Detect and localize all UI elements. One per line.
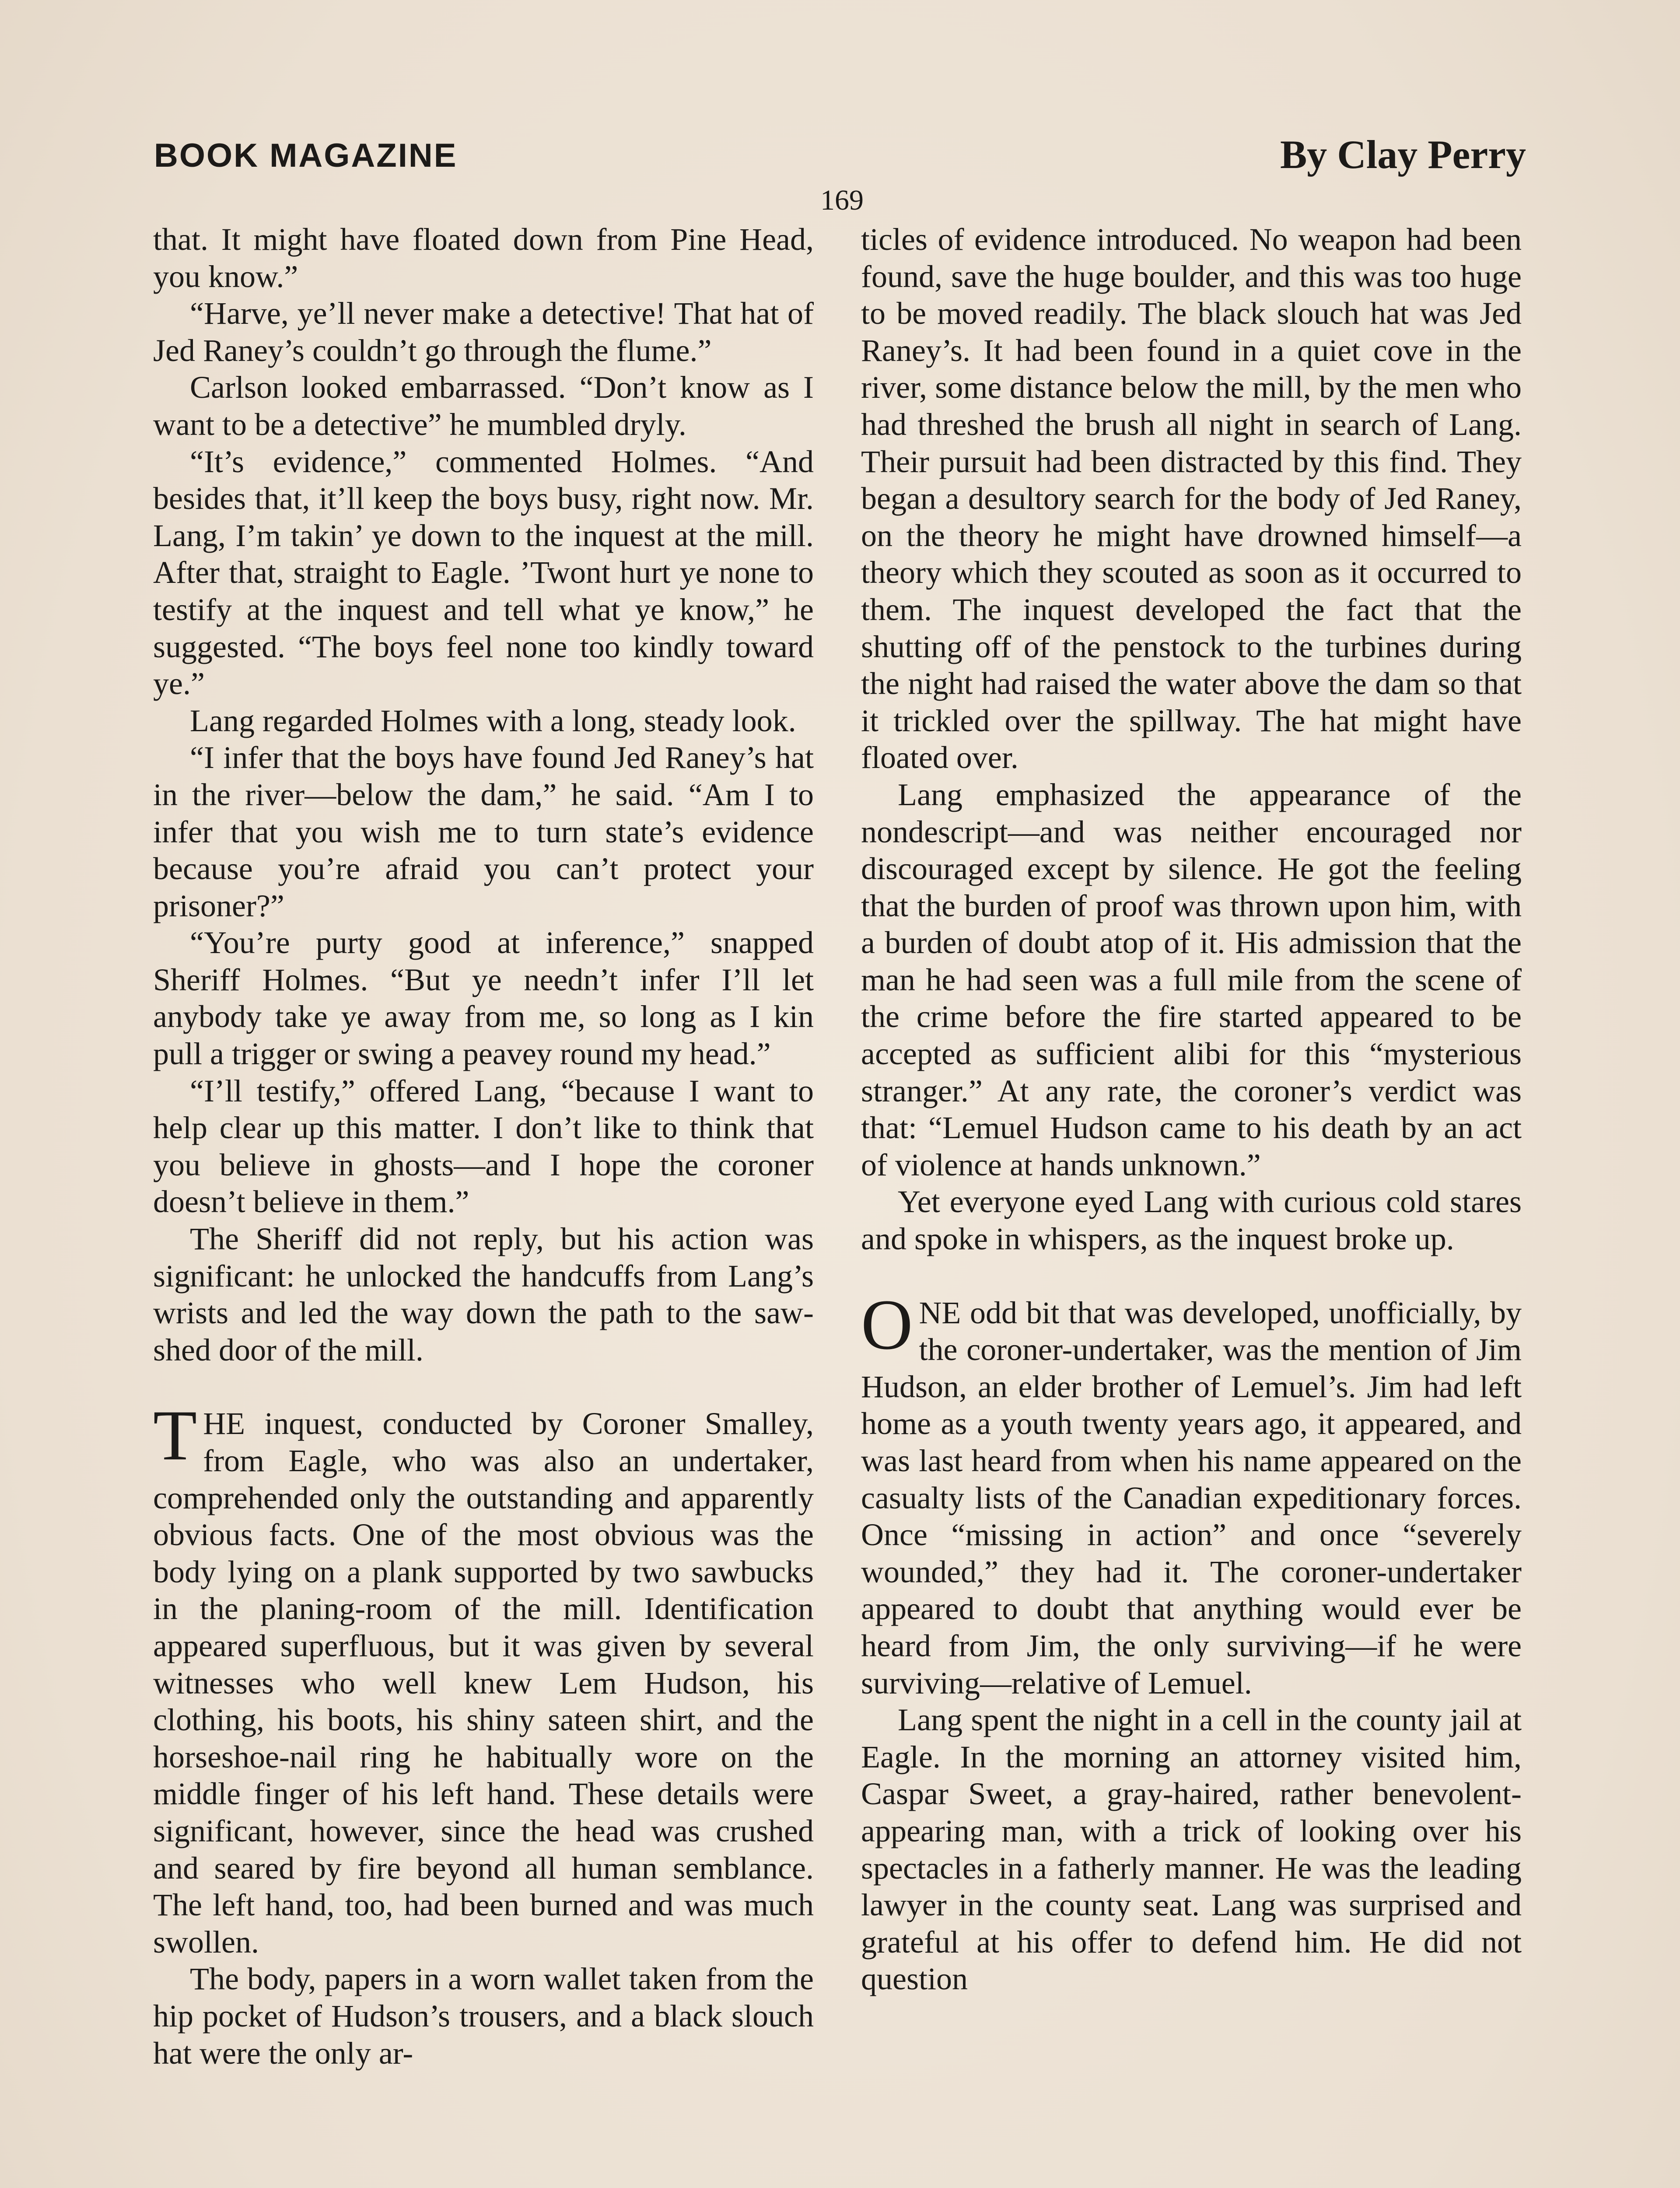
page-number: 169 [820,184,864,216]
drop-cap: O [861,1285,913,1364]
author-byline: By Clay Perry [1280,132,1526,177]
paragraph: Lang emphasized the appearance of the nondescript—and was neither encouraged nor discouraged except by silence. He got the feeling that the burden of proof was thrown upon him, with a burden of doubt atop of it. His admission that the man he had seen was a full mile from the scene of the crime before the fire started appeared to be accepted as sufficient alibi for this “mysterious stranger.” At any rate, the coroner’s verdict was that: “Lemuel Hudson came to his death by an act of violence at hands unknown.” [861,777,1522,1182]
section-text: HE inquest, conducted by Coroner Smalley, from Eagle, who was also an undertaker, comprehended only the outstanding and apparently obvious facts. One of the most obvious was the body lying on a plank supported by two sawbucks in the planing-room of the mill. Identification appeared superfluous, but it was given by several witnesses who well knew Lem Hudson, his clothing, his boots, his shiny sateen shirt, and the horseshoe-nail ring he habitually wore on the middle finger of his left hand. These details were significant, however, since the head was crushed and seared by fire beyond all human semblance. The left hand, too, had been burned and was much swollen. [153,1406,814,1960]
section-paragraph [153,1396,814,1960]
paragraph: “You’re purty good at inference,” snapped Sheriff Holmes. “But ye needn’t infer I’ll let anybody take ye away from me, so long as I kin pull a trigger or swing a peavey round my head.” [153,925,814,1072]
section-paragraph [861,1285,1522,1702]
paragraph: The Sheriff did not reply, but his action was significant: he unlocked the handcuffs from Lang’s wrists and led the way down the path to the saw-shed door of the mill. [153,1221,814,1368]
paragraph: “It’s evidence,” commented Holmes. “And besides that, it’ll keep the boys busy, right now. Mr. Lang, I’m takin’ ye down to the inquest at the mill. After that, straight to Eagle. ’Twont hurt ye none to testify at the inquest and tell what ye know,” he suggested. “The boys feel none too kindly toward ye.” [153,444,814,701]
paragraph: Lang spent the night in a cell in the county jail at Eagle. In the morning an attorney visited him, Caspar Sweet, a gray-haired, rather benevolent-appearing man, with a trick of looking over his spectacles in a fatherly manner. He was the leading lawyer in the county seat. Lang was surprised and grateful at his offer to defend him. He did not question [861,1702,1522,1997]
section-text: NE odd bit that was developed, unofficially, by the coroner-undertaker, was the mention of Jim Hudson, an elder brother of Lemuel’s. Jim had left home as a youth twenty years ago, it appeared, and was last heard from when his name appeared on the casualty lists of the Canadian expeditionary forces. Once “missing in action” and once “severely wounded,” they had it. The coroner-undertaker appeared to doubt that anything would ever be heard from Jim, the only surviving—if he were surviving—relative of Lemuel. [861,1295,1522,1701]
magazine-title: BOOK MAGAZINE [154,137,458,174]
paragraph: The body, papers in a worn wallet taken from the hip pocket of Hudson’s trousers, and a black slouch hat were the only ar- [153,1961,814,2071]
paragraph: Yet everyone eyed Lang with curious cold stares and spoke in whispers, as the inquest broke up. [861,1184,1522,1257]
paragraph: Lang regarded Holmes with a long, steady look. [190,703,796,738]
right-column [861,221,1522,1998]
paragraph: ticles of evidence introduced. No weapon had been found, save the huge boulder, and this was too huge to be moved readily. The black slouch hat was Jed Raney’s. It had been found in a quiet cove in the river, some distance below the mill, by the men who had threshed the brush all night in search of Lang. Their pursuit had been distracted by this find. They began a desultory search for the body of Jed Raney, on the theory he might have drowned himself—a theory which they scouted as soon as it occurred to them. The inquest developed the fact that the shutting off of the penstock to the turbines during the night had raised the water above the dam so that it trickled over the spillway. The hat might have floated over. [861,222,1522,775]
drop-cap: T [153,1396,197,1476]
paragraph: “I’ll testify,” offered Lang, “because I want to help clear up this matter. I don’t like to think that you believe in ghosts—and I hope the coroner doesn’t believe in them.” [153,1073,814,1220]
paragraph: “Harve, ye’ll never make a detective! That hat of Jed Raney’s couldn’t go through the flume.” [153,296,814,368]
left-column [153,221,814,2072]
paragraph: that. It might have floated down from Pine Head, you know.” [153,222,814,294]
paragraph: “I infer that the boys have found Jed Raney’s hat in the river—below the dam,” he said. “Am I to infer that you wish me to turn state’s evidence because you’re afraid you can’t protect your prisoner?” [153,740,814,923]
paragraph: Carlson looked embarrassed. “Don’t know as I want to be a detective” he mumbled dryly. [153,370,814,442]
